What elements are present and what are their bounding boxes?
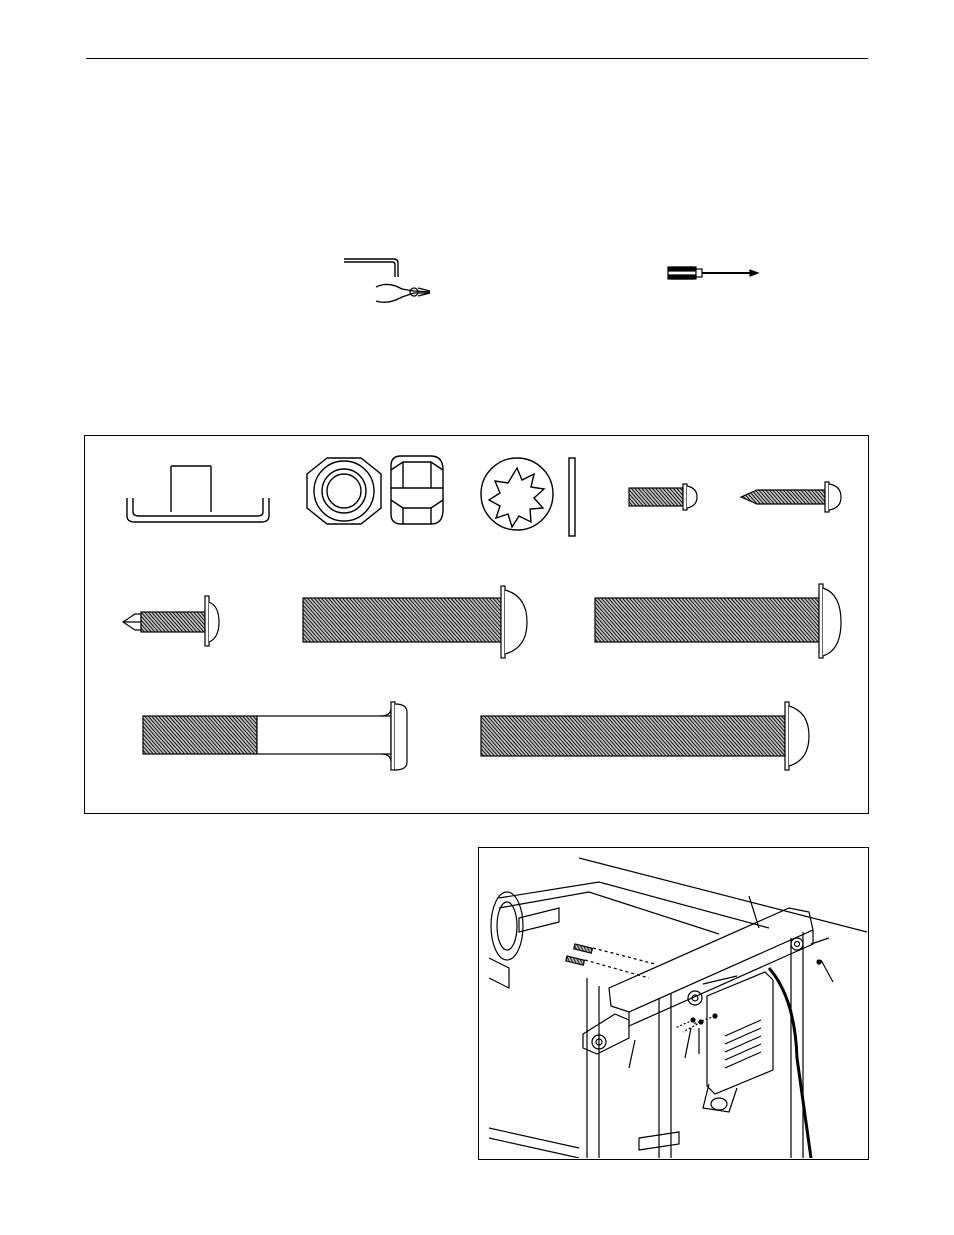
header-rule: [86, 58, 868, 59]
tee-nut-icon: [127, 466, 269, 522]
button-head-bolt-icon: [303, 586, 527, 658]
tools-illustration: [330, 245, 780, 315]
nylon-locknut-icon: [391, 456, 443, 524]
needlenose-pliers-icon: [376, 284, 430, 302]
flat-washer-icon: [569, 458, 575, 536]
machine-screw-icon: [629, 484, 697, 510]
assembly-diagram: [478, 847, 869, 1160]
parts-identification-chart: [84, 435, 869, 814]
hex-nut-icon: [307, 458, 381, 524]
shoulder-bolt-icon: [143, 702, 407, 770]
star-washer-icon: [481, 458, 553, 530]
treadmill-assembly-icon: [479, 848, 867, 1158]
phillips-screwdriver-icon: [668, 267, 758, 279]
self-drilling-screw-icon: [123, 596, 219, 646]
hex-key-icon: [344, 259, 398, 277]
tapping-screw-icon: [741, 482, 841, 512]
button-head-bolt-icon: [595, 584, 841, 658]
long-button-head-bolt-icon: [481, 702, 809, 770]
